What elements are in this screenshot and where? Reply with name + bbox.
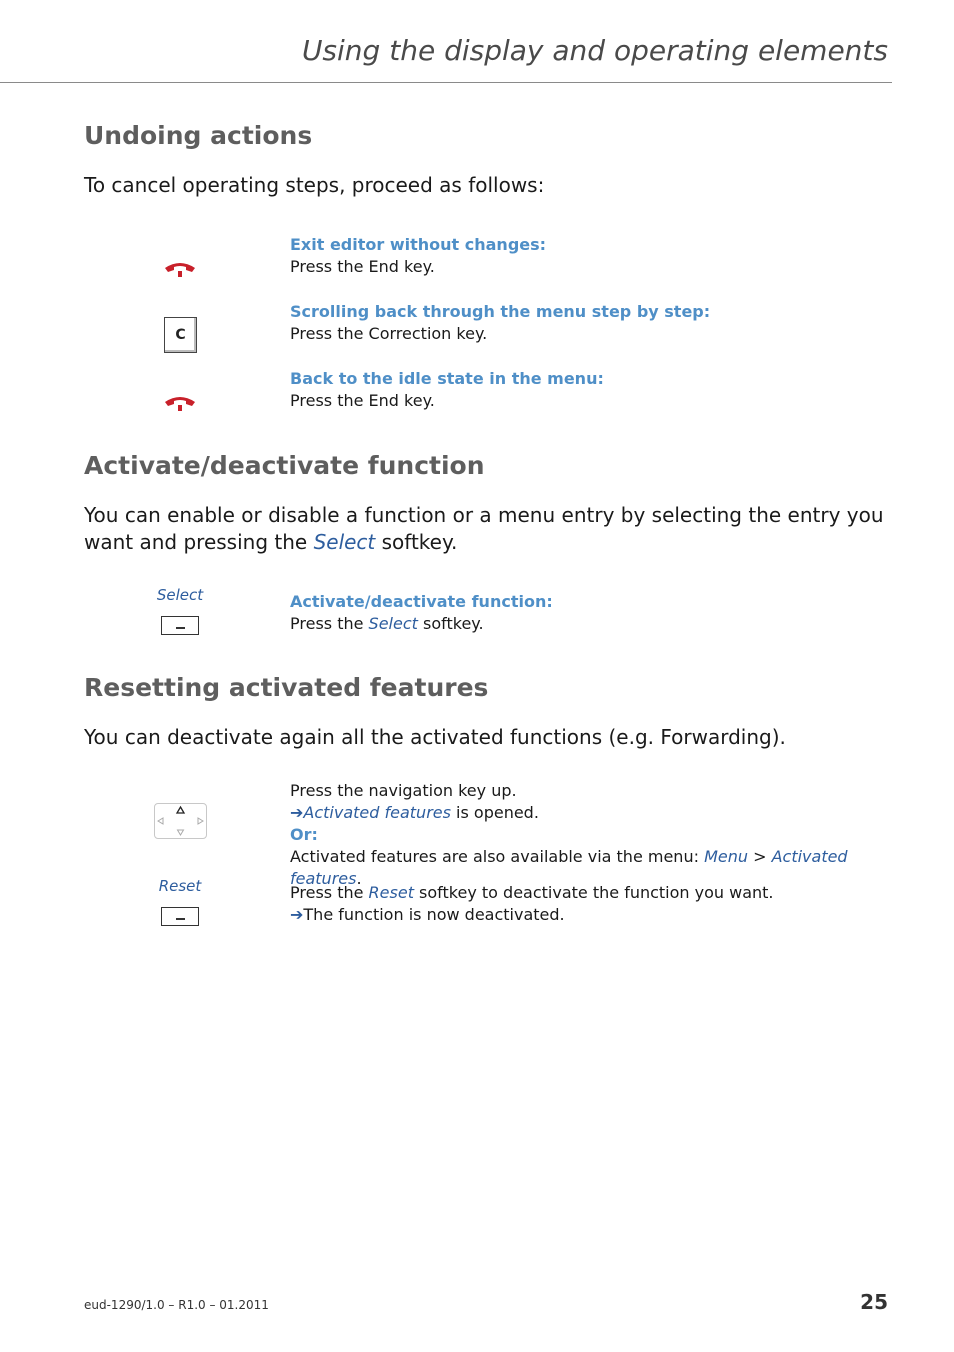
- arrow-icon: ➔: [290, 803, 304, 822]
- end-call-icon: [162, 259, 198, 279]
- step-exit-editor: [290, 234, 910, 278]
- step-text-part: Activated features are also available via the menu:: [290, 847, 705, 866]
- step-title: Activate/deactivate function:: [290, 592, 553, 611]
- step-text-part: .: [356, 869, 362, 888]
- page-number: 25: [860, 1290, 888, 1314]
- step-result: [290, 802, 910, 824]
- navigation-arrows-icon: [155, 804, 206, 838]
- step-navigate-up: [290, 780, 910, 890]
- step-scroll-back: [290, 301, 910, 345]
- activate-intro: [84, 502, 894, 556]
- reset-term: Reset: [368, 883, 414, 902]
- step-text-part: is opened.: [450, 803, 539, 822]
- step-text: Press the Correction key.: [290, 324, 488, 343]
- step-text-part: softkey to deactivate the function you want.: [413, 883, 774, 902]
- step-text-part: softkey.: [417, 614, 484, 633]
- intro-text: You can enable or disable a function or a menu entry by selecting the entry you want and pressing the: [84, 503, 884, 554]
- step-text: Press the End key.: [290, 257, 435, 276]
- reset-softkey-label: Reset: [158, 877, 202, 895]
- step-text: [290, 882, 910, 904]
- heading-activate-deactivate: Activate/deactivate function: [84, 451, 485, 480]
- or-label: Or:: [290, 825, 318, 844]
- activated-features-term: Activated features: [290, 847, 848, 888]
- step-title: Exit editor without changes:: [290, 235, 547, 254]
- step-text-part: Press the: [290, 883, 369, 902]
- step-title: Back to the idle state in the menu:: [290, 369, 604, 388]
- activated-features-term: Activated features: [303, 803, 451, 822]
- navigation-key-icon: [154, 803, 207, 839]
- step-title: Scrolling back through the menu step by step:: [290, 302, 711, 321]
- step-result: [290, 904, 910, 926]
- select-softkey-icon: [161, 616, 199, 635]
- arrow-icon: ➔: [290, 905, 304, 924]
- menu-term: Menu: [704, 847, 748, 866]
- header-divider: [0, 82, 892, 83]
- undo-intro: To cancel operating steps, proceed as follows:: [84, 173, 545, 197]
- reset-intro: You can deactivate again all the activated functions (e.g. Forwarding).: [84, 725, 786, 749]
- heading-resetting-features: Resetting activated features: [84, 673, 489, 702]
- result-text: The function is now deactivated.: [303, 905, 565, 924]
- select-term: Select: [313, 530, 376, 554]
- reset-softkey-icon: [161, 907, 199, 926]
- select-term: Select: [368, 614, 418, 633]
- end-call-icon: [162, 393, 198, 413]
- correction-key-icon: C: [164, 317, 197, 353]
- footer-document-id: eud-1290/1.0 – R1.0 – 01.2011: [84, 1298, 269, 1312]
- step-text-part: Press the: [290, 614, 369, 633]
- menu-separator: >: [748, 847, 772, 866]
- step-back-to-idle: [290, 368, 910, 412]
- intro-text: softkey.: [375, 530, 458, 554]
- step-activate-function: [290, 591, 910, 635]
- heading-undoing-actions: Undoing actions: [84, 121, 313, 150]
- step-text: Press the End key.: [290, 391, 435, 410]
- step-text: Press the navigation key up.: [290, 781, 517, 800]
- step-text: [290, 613, 910, 635]
- step-reset-function: [290, 882, 910, 926]
- select-softkey-label: Select: [156, 586, 204, 604]
- page-header-title: Using the display and operating elements: [301, 34, 888, 67]
